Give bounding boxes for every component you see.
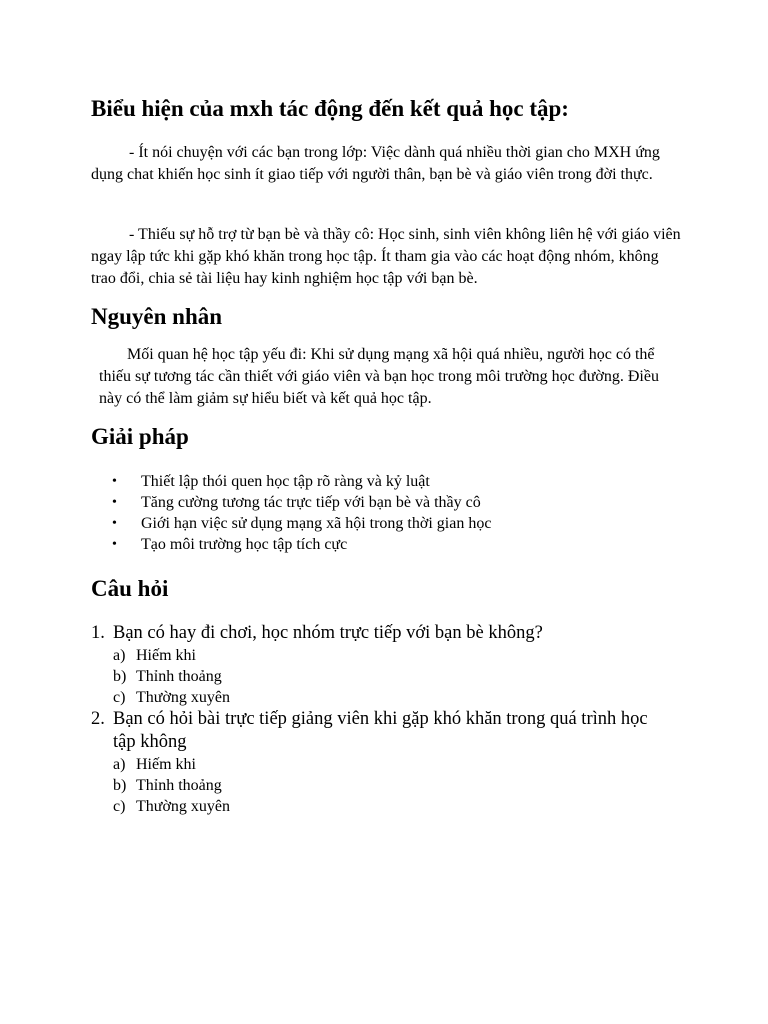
option-letter: b)	[113, 777, 127, 794]
question-options	[113, 754, 673, 817]
option-item	[113, 796, 673, 817]
list-item-text: Tăng cường tương tác trực tiếp với bạn bè và thầy cô	[141, 494, 481, 511]
list-item-text: Giới hạn việc sử dụng mạng xã hội trong thời gian học	[141, 515, 492, 532]
list-item	[112, 471, 491, 492]
cause-heading: Nguyên nhân	[91, 304, 223, 329]
paragraph-lack-support: - Thiếu sự hỗ trợ từ bạn bè và thầy cô: Học sinh, sinh viên không liên hệ với giáo viên ngay lập tức khi gặp khó khăn trong học tập. Ít tham gia vào các hoạt động nhóm, không trao đổi, chia sẻ tài liệu hay kinh nghiệm học tập với bạn bè.	[91, 226, 681, 287]
option-item	[113, 775, 673, 796]
list-item	[112, 534, 491, 555]
option-letter: a)	[113, 647, 126, 664]
bullet-icon: •	[112, 474, 117, 489]
question-options	[113, 645, 673, 708]
option-letter: b)	[113, 668, 127, 685]
option-letter: c)	[113, 689, 126, 706]
option-text: Thường xuyên	[136, 798, 231, 815]
solution-list	[112, 471, 491, 555]
option-text: Hiếm khi	[136, 647, 196, 664]
question-text: Bạn có hỏi bài trực tiếp giảng viên khi gặp khó khăn trong quá trình học tập không	[113, 709, 648, 752]
paragraph-less-talking: - Ít nói chuyện với các bạn trong lớp: Việc dành quá nhiều thời gian cho MXH ứng dụng chat khiến học sinh ít giao tiếp với người thân, bạn bè và giáo viên trong đời thực.	[91, 144, 660, 183]
bullet-icon: •	[112, 537, 117, 552]
option-item	[113, 754, 673, 775]
solution-heading: Giải pháp	[91, 424, 189, 449]
option-text: Thỉnh thoảng	[136, 668, 222, 685]
bullet-icon: •	[112, 495, 117, 510]
option-letter: c)	[113, 798, 126, 815]
questions-heading: Câu hỏi	[91, 576, 169, 601]
cause-paragraph: Mối quan hệ học tập yếu đi: Khi sử dụng mạng xã hội quá nhiều, người học có thể thiếu sự tương tác cần thiết với giáo viên và bạn học trong môi trường học đường. Điều này có thể làm giảm sự hiểu biết và kết quả học tập.	[99, 346, 659, 407]
question-number: 2.	[91, 709, 105, 729]
option-text: Thường xuyên	[136, 689, 231, 706]
list-item	[112, 513, 491, 534]
bullet-icon: •	[112, 516, 117, 531]
question-1	[91, 622, 673, 708]
list-item	[112, 492, 491, 513]
option-item	[113, 645, 673, 666]
option-text: Hiếm khi	[136, 756, 196, 773]
option-item	[113, 687, 673, 708]
option-letter: a)	[113, 756, 126, 773]
question-2	[91, 708, 673, 817]
list-item-text: Thiết lập thói quen học tập rõ ràng và kỷ luật	[141, 473, 430, 490]
question-number: 1.	[91, 623, 105, 643]
option-item	[113, 666, 673, 687]
list-item-text: Tạo môi trường học tập tích cực	[141, 536, 348, 553]
document-title: Biểu hiện của mxh tác động đến kết quả học tập:	[91, 96, 569, 121]
option-text: Thỉnh thoảng	[136, 777, 222, 794]
question-text: Bạn có hay đi chơi, học nhóm trực tiếp với bạn bè không?	[113, 623, 543, 643]
